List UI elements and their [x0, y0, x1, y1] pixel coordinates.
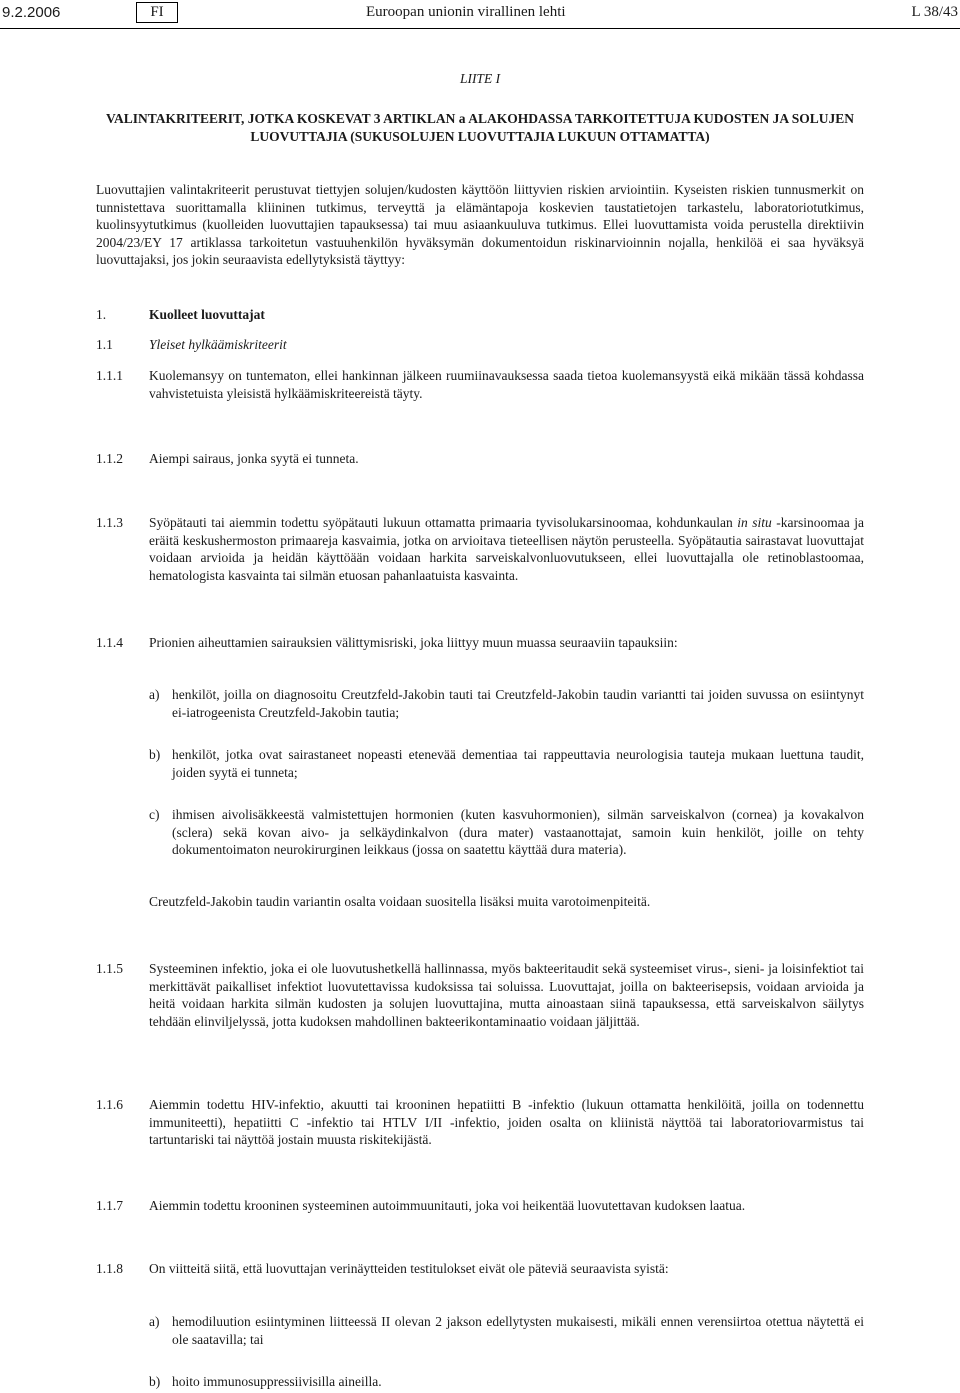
- item-text: Aiempi sairaus, jonka syytä ei tunneta.: [149, 451, 359, 466]
- item-number: 1.1.2: [96, 451, 123, 466]
- sub-item-text: ihmisen aivolisäkkeestä valmistettujen hormonien (kuten kasvuhormonien), silmän sarveiskalvon (cornea) ja kovakalvon (sclera) sekä kovan aivo- ja selkäydinkalvon (dura mater) vastaanottajat, samoin kuin henkilöt, joille on tehty dokumentoimaton neurokirurginen leikkaus (jossa on saatettu käyttää dura materia).: [172, 807, 864, 857]
- item-number: 1.1.8: [96, 1261, 123, 1276]
- item-note: Creutzfeld-Jakobin taudin variantin osalta voidaan suositella lisäksi muita varotoimenpiteitä.: [149, 894, 651, 909]
- item-number: 1.1.1: [96, 368, 123, 383]
- sub-item-label: a): [149, 1314, 160, 1329]
- page-header: [0, 0, 960, 28]
- publication-date: 9.2.2006: [2, 4, 61, 21]
- subsection-title: Yleiset hylkäämiskriteerit: [149, 337, 287, 352]
- header-rule: [0, 28, 960, 29]
- sub-item-text: henkilöt, jotka ovat sairastaneet nopeasti etenevää dementiaa tai rappeuttavia neurologisia tauteja mukaan luettuna taudit, joiden syytä ei tunneta;: [172, 747, 864, 780]
- item-text-part: -karsinoomaa ja eräitä keskushermoston primaareja kasvaimia, jotka on arvioitava tieteellisen näytön perusteella. Syöpätautia sairastavat luovuttajat voidaan arvioida ja heidän käyttöään voidaan harkita sarveiskalvonluovutukseen, ellei luovuttajalla ole retinoblastoomaa, hematologista kasvainta tai silmän etuosan pahanlaatuista kasvainta.: [149, 515, 864, 583]
- sub-item-label: a): [149, 687, 160, 702]
- item-number: 1.1.5: [96, 961, 123, 976]
- sub-item-label: c): [149, 807, 160, 822]
- sub-item-label: b): [149, 1374, 161, 1389]
- sub-item-text: hoito immunosuppressiivisilla aineilla.: [172, 1374, 382, 1389]
- sub-item-label: b): [149, 747, 161, 762]
- item-text: On viitteitä siitä, että luovuttajan verinäytteiden testitulokset eivät ole päteviä seuraavista syistä:: [149, 1261, 669, 1276]
- item-text: Aiemmin todettu krooninen systeeminen autoimmuunitauti, joka voi heikentää luovutettavan kudoksen laatua.: [149, 1198, 746, 1213]
- item-text: Systeeminen infektio, joka ei ole luovutushetkellä hallinnassa, myös bakteeritaudit sekä systeemiset virus-, sieni- ja loisinfektiot tai merkittävät paikalliset infektiot luovutettavissa kudoksissa tai soluissa. Luovuttajat, joilla on bakteerisepsis, voidaan arvioida ja heitä voidaan harkita silmän kudosten ja solujen luovuttajina, mutta ainoastaan siinä tapauksessa, että sarveiskalvon säilytys tehdään elinviljelyssä, jotta kudoksen mahdollinen bakteerikontaminaatio voidaan jäljittää.: [149, 961, 864, 1029]
- annex-label: LIITE I: [459, 71, 501, 86]
- sub-item-text: henkilöt, joilla on diagnosoitu Creutzfeld-Jakobin tauti tai Creutzfeld-Jakobin taudin variantti tai joiden suvussa on esiintynyt ei-iatrogeenista Creutzfeld-Jakobin tautia;: [172, 687, 864, 720]
- item-number: 1.1.3: [96, 515, 123, 530]
- page-number: L 38/43: [911, 4, 958, 20]
- subsection-number: 1.1: [96, 337, 113, 352]
- document-title: VALINTAKRITEERIT, JOTKA KOSKEVAT 3 ARTIKLAN a ALAKOHDASSA TARKOITETTUJA KUDOSTEN JA SOLUJEN LUOVUTTAJIA (SUKUSOLUJEN LUOVUTTAJIA LUKUUN OTTAMATTA): [105, 111, 855, 144]
- item-text: [149, 514, 864, 584]
- item-number: 1.1.4: [96, 635, 123, 650]
- language-badge: FI: [136, 2, 178, 23]
- section-number: 1.: [96, 307, 107, 322]
- journal-title: Euroopan unionin virallinen lehti: [366, 4, 566, 20]
- sub-item-text: hemodiluution esiintyminen liitteessä II olevan 2 jakson edellytysten mukaisesti, mikäli ennen verensiirtoa otettua näytettä ei ole saatavilla; tai: [172, 1314, 864, 1347]
- item-number: 1.1.6: [96, 1097, 123, 1112]
- item-text: Aiemmin todettu HIV-infektio, akuutti tai krooninen hepatiitti B -infektio (lukuun ottamatta henkilöitä, joilla on todennettu immuniteetti), hepatiitti C -infektio tai HTLV I/II -infektio, joiden osalta on kliinistä näyttöä tai laboratoriovarmistus tai tartuntariski tai näyttöä jostain muusta riskitekijästä.: [149, 1097, 864, 1147]
- item-text-part: Syöpätauti tai aiemmin todettu syöpätauti lukuun ottamatta primaaria tyvisolukarsinoomaa, kohdunkaulan: [149, 515, 738, 530]
- item-number: 1.1.7: [96, 1198, 123, 1213]
- item-text: Prionien aiheuttamien sairauksien välittymisriski, joka liittyy muun muassa seuraaviin tapauksiin:: [149, 635, 678, 650]
- intro-paragraph: Luovuttajien valintakriteerit perustuvat tiettyjen solujen/kudosten käyttöön liittyvien riskien arviointiin. Kyseisten riskien tunnusmerkit on tunnistettava suorittamalla kliininen tutkimus, terveyttä ja elämäntapoja koskevien taustatietojen tarkastelu, laboratoriotutkimus, kuolinsyytutkimus (kuolleiden luovuttajien tapauksessa) tai muu asiaankuuluva tutkimus. Ellei luovuttamista voida perustella direktiivin 2004/23/EY 17 artiklassa tarkoitetun vastuuhenkilön hyväksymän dokumentoidun riskinarvioinnin nojalla, henkilöä ei saa hyväksyä luovuttajaksi, jos jokin seuraavista edellytyksistä täyttyy:: [96, 182, 864, 267]
- section-title: Kuolleet luovuttajat: [149, 307, 265, 322]
- item-text: Kuolemansyy on tuntematon, ellei hankinnan jälkeen ruumiinavauksessa saada tietoa kuolemansyystä eikä mikään tässä kohdassa vahvistetuista yleisistä hylkäämiskriteereistä täyty.: [149, 368, 864, 401]
- item-text-italic: in situ: [737, 515, 772, 530]
